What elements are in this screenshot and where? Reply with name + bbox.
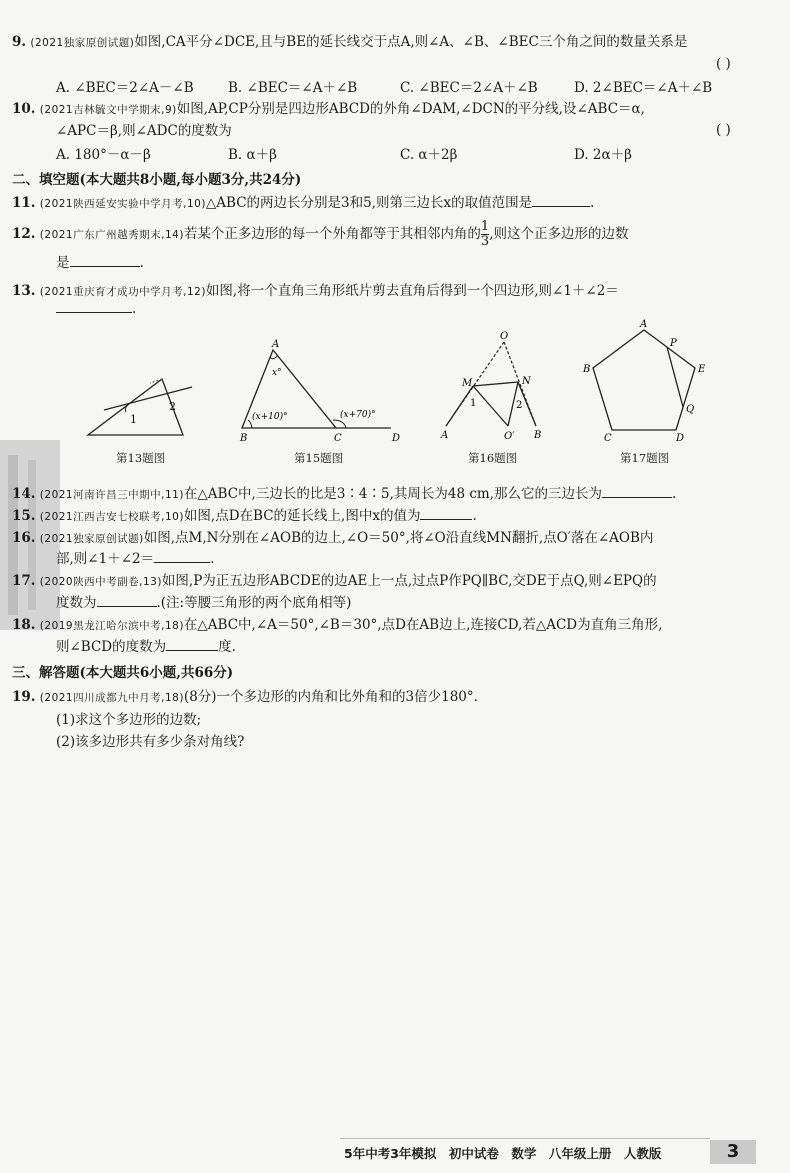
question-13-blank: . xyxy=(56,300,136,317)
answer-blank[interactable] xyxy=(166,638,218,651)
label-n: N xyxy=(522,376,531,387)
question-16-line2: 部,则∠1＋∠2＝ . xyxy=(56,551,215,567)
label-m: M xyxy=(462,378,473,389)
label-p: P xyxy=(670,338,677,349)
question-16: 16. (2021独家原创试题)如图,点M,N分别在∠AOB的边上,∠O＝50°,将∠O沿直线MN翻折,点O′落在∠AOB内 xyxy=(12,530,654,546)
question-15: 15. (2021江西吉安七校联考,10)如图,点D在BC的延长线上,图中x的值为 . xyxy=(12,508,477,524)
question-12-line2: 是 . xyxy=(56,255,144,271)
cut-line xyxy=(104,387,192,410)
question-12: 12. (2021广东广州越秀期末,14)若某个正多边形的每一个外角都等于其相邻内角的 $\frac{1}{3}$ ,则这个正多边形的边数 xyxy=(12,219,629,249)
section-heading-fill: 二、填空题(本大题共8小题,每小题3分,共24分) xyxy=(12,172,302,188)
label-c: C xyxy=(604,433,612,444)
label-a: A xyxy=(441,430,449,441)
answer-blank[interactable] xyxy=(602,485,672,498)
label-angle-1: 1 xyxy=(130,413,137,426)
option-c: C. α＋2β xyxy=(400,147,458,163)
answer-blank[interactable] xyxy=(97,594,157,607)
figure-16 xyxy=(436,328,546,443)
section-heading-answer: 三、解答题(本大题共6小题,共66分) xyxy=(12,665,234,681)
question-19-part1: (1)求这个多边形的边数; xyxy=(56,712,202,728)
footer-title: 5年中考3年模拟 初中试卷 数学 八年级上册 人教版 xyxy=(344,1146,662,1161)
option-b: B. ∠BEC＝∠A＋∠B xyxy=(228,80,358,96)
folded-mo xyxy=(473,386,508,426)
question-14: 14. (2021河南许昌三中期中,11)在△ABC中,三边长的比是3∶4∶5,其周长为48 cm,那么它的三边长为 . xyxy=(12,486,677,502)
footer-rule xyxy=(340,1138,710,1139)
figure-17-caption: 第17题图 xyxy=(620,451,670,465)
figure-15 xyxy=(236,335,406,445)
question-17: 17. (2020陕西中考副卷,13)如图,P为正五边形ABCDE的边AE上一点,过点P作PQ∥BC,交DE于点Q,则∠EPQ的 xyxy=(12,573,657,589)
question-19-part2: (2)该多边形共有多少条对角线? xyxy=(56,734,245,750)
option-c: C. ∠BEC＝2∠A＋∠B xyxy=(400,80,538,96)
label-b: B xyxy=(534,430,542,441)
label-c: C xyxy=(334,433,342,444)
option-d: D. 2α＋β xyxy=(574,147,632,163)
label-angle-1: 1 xyxy=(470,398,477,409)
figure-13 xyxy=(80,365,210,445)
page-number: 3 xyxy=(710,1140,756,1164)
label-x10: (x+10)° xyxy=(252,412,288,422)
label-d: D xyxy=(392,433,401,444)
figure-17 xyxy=(580,316,710,446)
option-a: A. 180°－α－β xyxy=(56,147,151,163)
label-d: D xyxy=(676,433,685,444)
answer-paren: ( ) xyxy=(716,56,731,72)
figure-16-caption: 第16题图 xyxy=(468,451,518,465)
question-10: 10. (2021吉林毓文中学期末,9)如图,AP,CP分别是四边形ABCD的外角∠DAM,∠DCN的平分线,设∠ABC＝α, xyxy=(12,101,645,117)
label-o: O xyxy=(500,331,509,342)
pentagon xyxy=(593,330,695,430)
option-a: A. ∠BEC＝2∠A－∠B xyxy=(56,80,194,96)
question-13: 13. (2021重庆育才成功中学月考,12)如图,将一个直角三角形纸片剪去直角后得到一个四边形,则∠1＋∠2＝ xyxy=(12,283,619,299)
fold-line-mn xyxy=(473,382,518,386)
label-x: x° xyxy=(272,368,282,378)
figure-13-caption: 第13题图 xyxy=(116,451,166,465)
label-q: Q xyxy=(686,404,695,415)
question-9: 9. (2021独家原创试题)如图,CA平分∠DCE,且与BE的延长线交于点A,则∠A、∠B、∠BEC三个角之间的数量关系是 xyxy=(12,34,688,50)
label-angle-2: 2 xyxy=(516,400,523,411)
label-a: A xyxy=(640,319,648,330)
answer-blank[interactable] xyxy=(420,507,472,520)
question-18-line2: 则∠BCD的度数为 度. xyxy=(56,639,236,655)
answer-paren: ( ) xyxy=(716,122,731,138)
label-b: B xyxy=(583,364,591,375)
option-d: D. 2∠BEC＝∠A＋∠B xyxy=(574,80,713,96)
figure-15-caption: 第15题图 xyxy=(294,451,344,465)
label-o-prime: O′ xyxy=(504,431,515,442)
label-angle-2: 2 xyxy=(169,400,176,413)
segment-pq xyxy=(667,347,683,407)
question-10-line2: ∠APC＝β,则∠ADC的度数为 xyxy=(56,123,232,139)
label-e: E xyxy=(698,364,706,375)
option-b: B. α＋β xyxy=(228,147,277,163)
question-18: 18. (2019黑龙江哈尔滨中考,18)在△ABC中,∠A＝50°,∠B＝30°,点D在AB边上,连接CD,若△ACD为直角三角形, xyxy=(12,617,663,633)
ray-oa xyxy=(446,386,473,426)
question-11: 11. (2021陕西延安实验中学月考,10)△ABC的两边长分别是3和5,则第三边长x的取值范围是 . xyxy=(12,195,595,211)
answer-blank[interactable] xyxy=(70,254,140,267)
question-19: 19. (2021四川成都九中月考,18)(8分)一个多边形的内角和比外角和的3倍少180°. xyxy=(12,689,478,705)
label-x70: (x+70)° xyxy=(340,410,376,420)
answer-blank[interactable] xyxy=(154,550,210,563)
label-a: A xyxy=(272,339,280,350)
answer-blank[interactable] xyxy=(56,300,132,313)
fraction: $\frac{1}{3}$ xyxy=(480,219,490,249)
answer-blank[interactable] xyxy=(532,194,590,207)
question-17-line2: 度数为 .(注:等腰三角形的两个底角相等) xyxy=(56,595,352,611)
label-b: B xyxy=(240,433,248,444)
